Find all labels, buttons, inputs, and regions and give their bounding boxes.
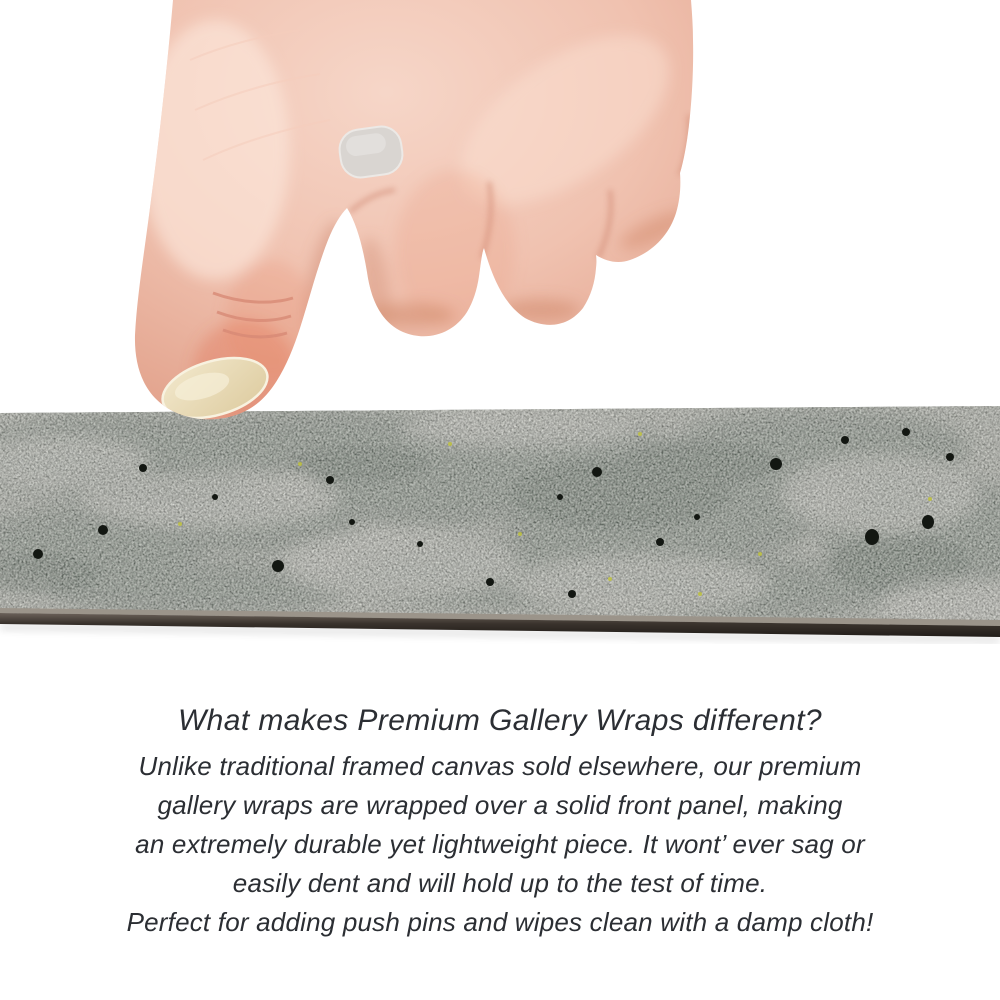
- hand-pressing-thumb: [95, 0, 725, 430]
- marketing-line-3: an extremely durable yet lightweight piece. It wont’ ever sag or: [135, 829, 865, 859]
- hand-illustration: [95, 0, 725, 430]
- marketing-line-4: easily dent and will hold up to the test of time.: [232, 868, 768, 898]
- marketing-line-5: Perfect for adding push pins and wipes clean with a damp cloth!: [126, 907, 874, 937]
- canvas-edge-illustration: [0, 404, 1000, 644]
- palm-highlight: [140, 20, 290, 280]
- canvas-edge-strip: [0, 404, 1000, 644]
- marketing-heading: What makes Premium Gallery Wraps different?: [177, 704, 823, 737]
- marketing-line-1: Unlike traditional framed canvas sold elsewhere, our premium: [138, 751, 862, 781]
- marketing-text: [0, 700, 1000, 942]
- marketing-line-2: gallery wraps are wrapped over a solid front panel, making: [157, 790, 843, 820]
